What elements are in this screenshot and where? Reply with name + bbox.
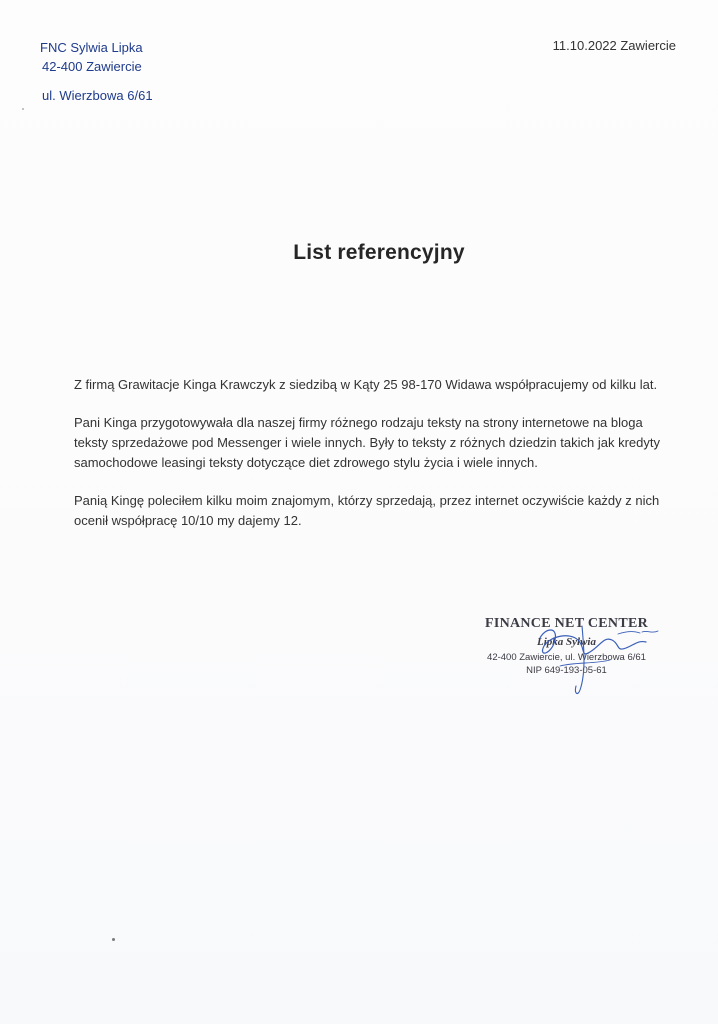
stamp-company-name: FINANCE NET CENTER	[484, 616, 649, 631]
sender-name: FNC Sylwia Lipka	[40, 40, 143, 55]
letter-body	[74, 375, 674, 549]
sender-city: 42-400 Zawiercie	[42, 59, 142, 74]
company-stamp	[470, 612, 670, 702]
paragraph-3: Panią Kingę poleciłem kilku moim znajomym, którzy sprzedają, przez internet oczywiście każdy z nich ocenił współpracę 10/10 my dajemy 12.	[74, 493, 660, 528]
paper-speck	[112, 938, 115, 941]
stamp-address: 42-400 Zawiercie, ul. Wierzbowa 6/61	[487, 652, 646, 663]
stamp-nip: NIP 649-193-05-61	[526, 665, 607, 676]
document-title: List referencyjny	[293, 241, 465, 264]
sender-street: ul. Wierzbowa 6/61	[42, 88, 153, 103]
date-place: 11.10.2022 Zawiercie	[552, 38, 676, 53]
paper-speck	[22, 108, 24, 110]
paragraph-1: Z firmą Grawitacje Kinga Krawczyk z siedzibą w Kąty 25 98-170 Widawa współpracujemy od kilku lat.	[74, 377, 658, 392]
paragraph-2: Pani Kinga przygotowywała dla naszej firmy różnego rodzaju teksty na strony internetowe na bloga teksty sprzedażowe pod Messenger i wiele innych. Były to teksty z różnych dziedzin takich jak kredyty samochodowe leasingi teksty dotyczące diet zdrowego stylu życia i wiele innych.	[74, 415, 660, 470]
sender-block	[40, 38, 153, 105]
stamp-person-name: Lipka Sylwia	[537, 636, 596, 648]
